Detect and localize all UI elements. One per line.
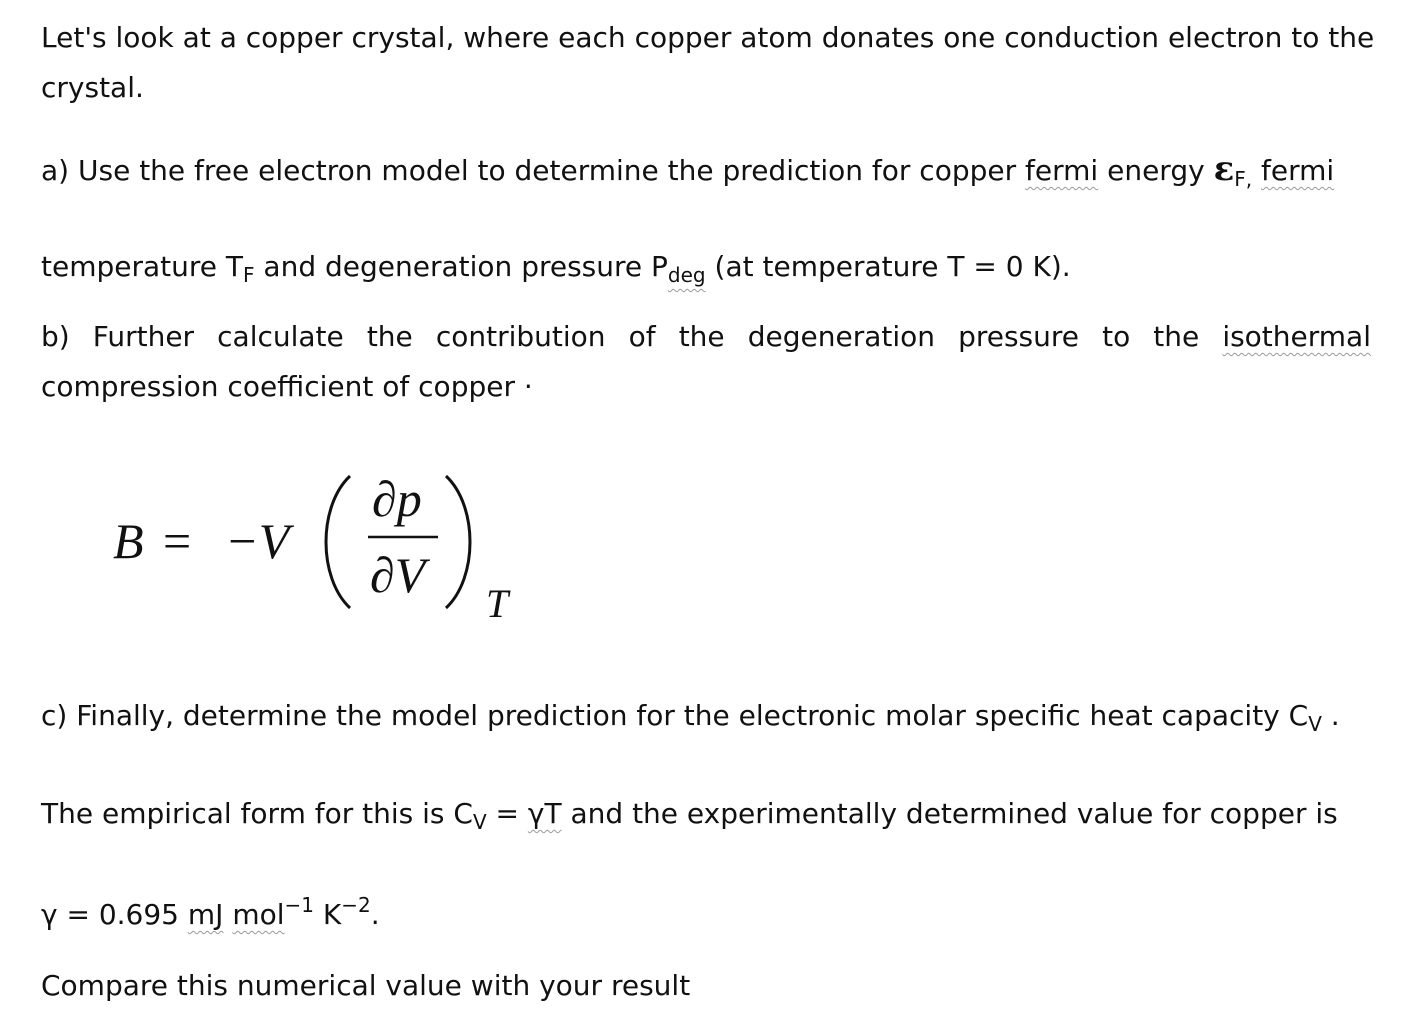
k-exponent: −2 (341, 893, 371, 917)
formula-subscript: T (486, 581, 509, 626)
gamma-value: γ = 0.695 (41, 898, 188, 931)
formula-denominator: ∂V (370, 547, 426, 603)
part-b-text: b) Further calculate the contribution of the degeneration pressure to the (41, 320, 1223, 353)
unit-mj: mJ (187, 898, 224, 931)
part-a-text: a) Use the free electron model to determine the prediction for copper (41, 154, 1026, 187)
formula-equals: = (163, 513, 192, 569)
epsilon-subscript: F, (1234, 167, 1253, 191)
pdeg-subscript: deg (667, 263, 706, 287)
intro-line-2: crystal. (41, 71, 144, 104)
left-paren (326, 476, 350, 608)
part-b-line-2: compression coefficient of copper · (41, 370, 533, 403)
formula-minus-v: −V (225, 513, 290, 569)
part-c-line-2 (41, 797, 1338, 834)
energy-word: energy (1098, 154, 1214, 187)
unit-k: K (314, 898, 342, 931)
empirical-equals: = (486, 797, 528, 830)
gamma-line-end: . (370, 898, 380, 931)
mol-exponent: −1 (284, 893, 315, 917)
formula-numerator: ∂p (372, 471, 422, 527)
pressure-text: and degeneration pressure P (254, 250, 668, 283)
isothermal-word: isothermal (1222, 320, 1371, 353)
gamma-value-line (41, 893, 380, 932)
temperature-condition: (at temperature T = 0 K). (705, 250, 1071, 283)
part-c-end: . (1321, 699, 1340, 732)
formula-lhs: B (113, 513, 144, 569)
cv-subscript-2: V (472, 810, 487, 834)
unit-space (223, 898, 232, 931)
intro-line-1: Let's look at a copper crystal, where each copper atom donates one conduction electron to the (41, 21, 1375, 54)
tf-subscript: F (243, 263, 255, 287)
compare-line: Compare this numerical value with your result (41, 969, 691, 1002)
temperature-text: temperature T (41, 250, 244, 283)
right-paren (446, 476, 470, 608)
fermi-word-1: fermi (1025, 154, 1099, 187)
cv-subscript: V (1308, 712, 1322, 736)
empirical-text: The empirical form for this is C (41, 797, 473, 830)
unit-mol: mol (232, 898, 285, 931)
gamma-t: γT (527, 797, 562, 830)
epsilon-symbol: ε (1213, 149, 1235, 189)
part-c-line-1 (41, 699, 1340, 736)
fermi-word-2: fermi (1261, 154, 1335, 187)
part-c-text: c) Finally, determine the model prediction for the electronic molar specific heat capacity C (41, 699, 1309, 732)
empirical-rest: and the experimentally determined value for copper is (561, 797, 1338, 830)
